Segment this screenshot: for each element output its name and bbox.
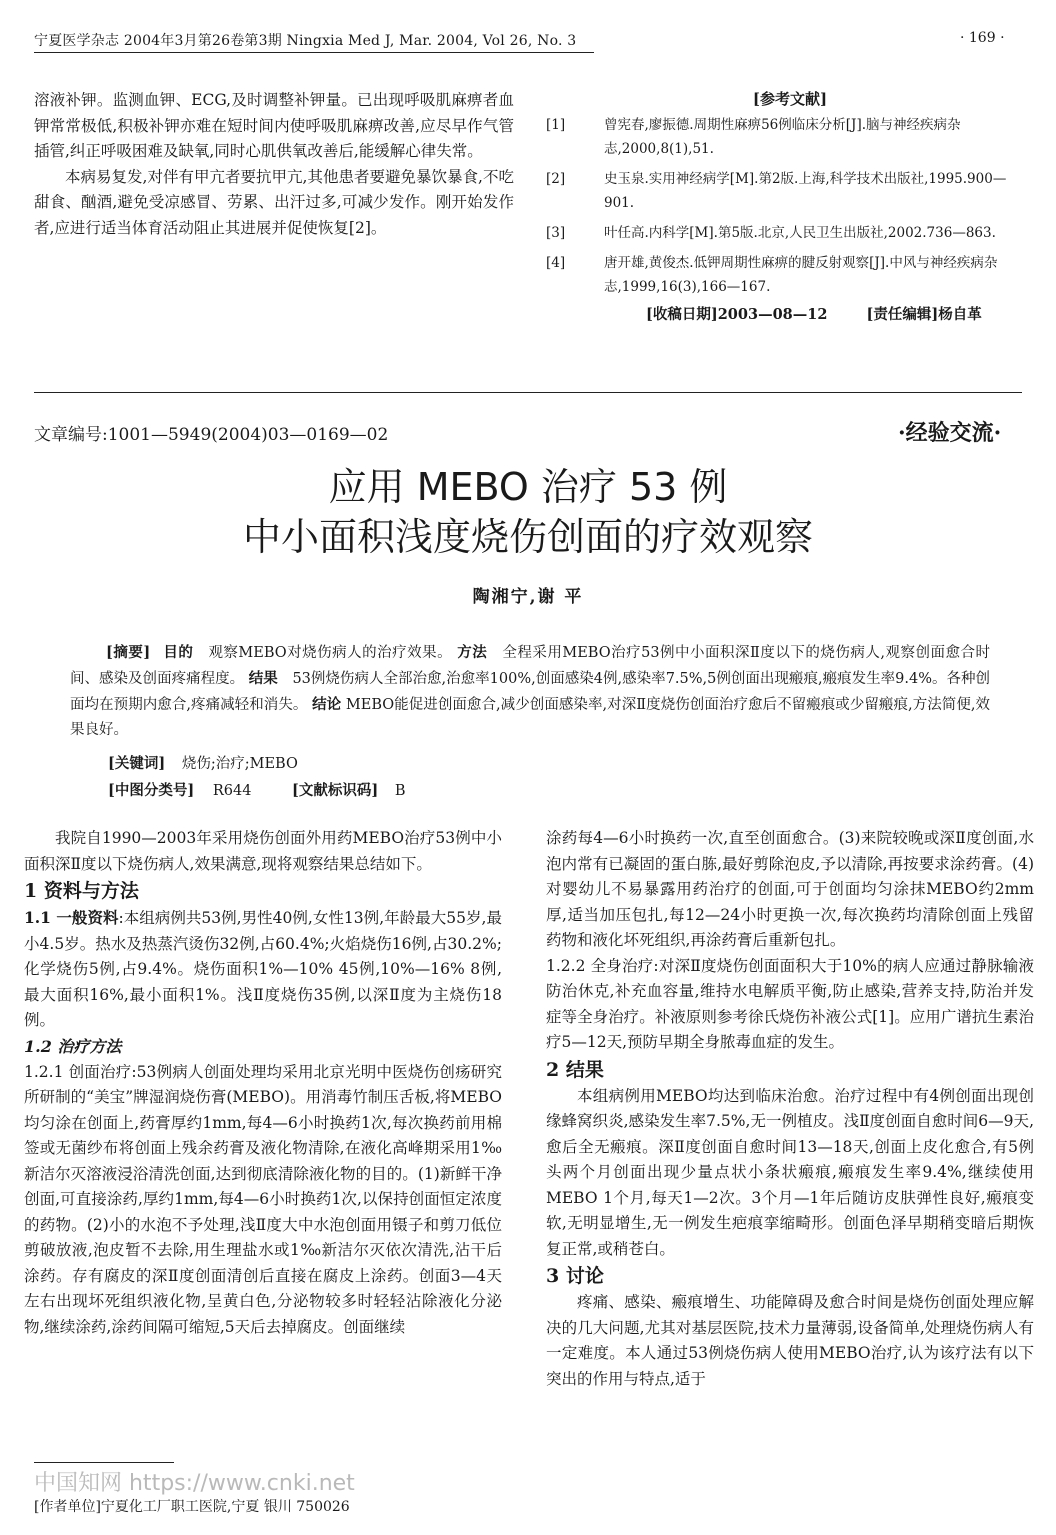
intro-paragraph: 我院自1990—2003年采用烧伤创面外用药MEBO治疗53例中小面积深Ⅱ度以下烧伤病人,效果满意,现将观察结果总结如下。 [24, 829, 502, 873]
reference-number: [2] [546, 171, 566, 187]
reference-item [546, 251, 1034, 299]
page-number: · 169 · [960, 30, 1005, 46]
reference-item [546, 221, 1034, 245]
prev-article-text [34, 88, 514, 241]
treatment-continued: 涂药每4—6小时换药一次,直至创面愈合。(3)来院较晚或深Ⅱ度创面,水泡内常有已凝固的蛋白胨,最好剪除泡皮,予以清除,再按要求涂药膏。(4)对婴幼儿不易暴露用药治疗的创面,可于创面均匀涂抹MEBO约2mm厚,适当加压包扎,每12—24小时更换一次,每次换药均清除创面上残留药物和液化坏死组织,再涂药膏后重新包扎。 [546, 829, 1034, 949]
article-separator [34, 392, 1022, 393]
abstract-method: 全程采用MEBO治疗53例中小面积深Ⅱ度以下的烧伤病人,观察创面愈合时间、感染及创面疼痛程度。 [70, 645, 990, 687]
doc-code-label: [文献标识码] [292, 782, 379, 799]
article-title-line-1: 应用 MEBO 治疗 53 例 [328, 465, 728, 509]
reference-item [546, 113, 1034, 161]
clc-label: [中图分类号] [108, 782, 195, 799]
prev-paragraph-2: 本病易复发,对伴有甲亢者要抗甲亢,其他患者要避免暴饮暴食,不吃甜食、酗酒,避免受凉感冒、劳累、出汗过多,可减少发作。刚开始发作者,应进行适当体育活动阻止其进展并促使恢复[2]。 [34, 167, 514, 237]
reference-text: 唐开雄,黄俊杰.低钾周期性麻痹的腱反射观察[J].中风与神经疾病杂志,1999,16(3),166—167. [604, 255, 998, 295]
references-block [546, 88, 1034, 324]
abstract-purpose: 观察MEBO对烧伤病人的治疗效果。 [208, 645, 453, 661]
section-heading-1: 1 资料与方法 [24, 880, 139, 902]
responsible-editor: [责任编辑]杨自革 [866, 306, 982, 323]
reference-number: [4] [546, 255, 566, 271]
clc-code: R644 [212, 783, 252, 799]
reference-number: [3] [546, 225, 566, 241]
references-title: [参考文献] [752, 90, 828, 108]
subsection-1-1-title: 1.1 一般资料 [24, 908, 119, 927]
subsection-heading-1-2: 1.2 治疗方法 [24, 1036, 122, 1056]
received-date: [收稿日期]2003—08—12 [646, 306, 828, 323]
abstract-result: 53例烧伤病人全部治愈,治愈率100%,创面感染4例,感染率7.5%,5例创面出现瘢痕,瘢痕发生率9.4%。各种创面均在预期内愈合,疼痛减轻和消失。 [70, 671, 991, 713]
article-title-line-2: 中小面积浅度烧伤创面的疗效观察 [242, 515, 813, 559]
prev-paragraph-1: 溶液补钾。监测血钾、ECG,及时调整补钾量。已出现呼吸肌麻痹者血钾常常极低,积极补钾亦难在短时间内使呼吸肌麻痹改善,应尽早作气管插管,纠正呼吸困难及缺氧,同时心肌供氧改善后,能缓解心律失常。 [34, 91, 514, 160]
section-tag: ·经验交流· [898, 420, 1002, 446]
doc-code: B [394, 783, 406, 799]
header-rule [34, 52, 594, 53]
discussion-paragraph: 疼痛、感染、瘢痕增生、功能障碍及愈合时间是烧伤创面处理应解决的几大问题,尤其对基层医院,技术力量薄弱,设备简单,处理烧伤病人有一定难度。本人通过53例烧伤病人使用MEBO治疗,认为该疗法有以下突出的作用与特点,适于 [546, 1293, 1034, 1388]
subsection-1-2-2: 1.2.2 全身治疗:对深Ⅱ度烧伤创面面积大于10%的病人应通过静脉输液防治休克,补充血容量,维持水电解质平衡,防止感染,营养支持,防治并发症等全身治疗。补液原则参考徐氏烧伤补液公式[1]。应用广谱抗生素治疗5—12天,预防早期全身脓毒血症的发生。 [546, 956, 1034, 1051]
journal-header: 宁夏医学杂志 2004年3月第26卷第3期 Ningxia Med J, Mar. 2004, Vol 26, No. 3 [34, 33, 577, 49]
reference-text: 曾宪春,廖振德.周期性麻痹56例临床分析[J].脑与神经疾病杂志,2000,8(1),51. [604, 117, 961, 157]
abstract-purpose-label: 目的 [163, 644, 194, 661]
body-right-column [546, 826, 1034, 1392]
keywords-label: [关键词] [108, 755, 166, 772]
abstract-label: [摘要] [106, 644, 151, 661]
results-paragraph: 本组病例用MEBO均达到临床治愈。治疗过程中有4例创面出现创缘蜂窝织炎,感染发生率7.5%,无一例植皮。浅Ⅱ度创面自愈时间6—9天,愈后全无瘢痕。深Ⅱ度创面自愈时间13—18天,创面上皮化愈合,有5例头两个月创面出现少量点状小条状瘢痕,瘢痕发生率9.4%,继续使用MEBO 1个月,每天1—2次。3个月—1年后随访皮肤弹性良好,瘢痕变软,无明显增生,无一例发生疤痕挛缩畸形。创面色泽早期稍变暗后期恢复正常,或稍苍白。 [546, 1086, 1034, 1258]
abstract-conclusion: MEBO能促进创面愈合,减少创面感染率,对深Ⅱ度烧伤创面治疗愈后不留瘢痕或少留瘢痕,方法简便,效果良好。 [70, 697, 991, 738]
received-editor-line [546, 303, 1034, 324]
authors: 陶湘宁,谢 平 [472, 587, 584, 607]
section-heading-3: 3 讨论 [546, 1265, 604, 1287]
reference-number: [1] [546, 117, 566, 133]
reference-text: 叶任高.内科学[M].第5版.北京,人民卫生出版社,2002.736—863. [604, 225, 996, 241]
section-heading-2: 2 结果 [546, 1058, 604, 1081]
cnki-watermark: 中国知网 https://www.cnki.net [34, 1471, 355, 1496]
abstract-method-label: 方法 [457, 644, 488, 661]
body-left-column [24, 826, 502, 1340]
abstract-result-label: 结果 [248, 670, 278, 687]
keywords-line [108, 752, 298, 773]
author-affiliation: [作者单位]宁夏化工厂职工医院,宁夏 银川 750026 [34, 1499, 350, 1515]
abstract [70, 640, 990, 743]
reference-item [546, 167, 1034, 215]
footnote-rule [34, 1462, 174, 1463]
reference-text: 史玉泉.实用神经病学[M].第2版.上海,科学技术出版社,1995.900—901. [604, 171, 1007, 211]
abstract-conclusion-label: 结论 [312, 696, 342, 713]
subsection-1-1 [24, 905, 502, 1034]
subsection-1-1-text: :本组病例共53例,男性40例,女性13例,年龄最大55岁,最小4.5岁。热水及热蒸汽烫伤32例,占60.4%;火焰烧伤16例,占30.2%;化学烧伤5例,占9.4%。烧伤面积1%—10% 45例,10%—16% 8例,最大面积16%,最小面积1%。浅Ⅱ度烧伤35例,以深Ⅱ度为主烧伤18例。 [24, 909, 502, 1029]
article-number: 文章编号:1001—5949(2004)03—0169—02 [34, 425, 389, 445]
classification-line [108, 779, 406, 800]
subsection-1-2-1: 1.2.1 创面治疗:53例病人创面处理均采用北京光明中医烧伤创疡研究所研制的“美宝”牌湿润烧伤膏(MEBO)。用消毒竹制压舌板,将MEBO均匀涂在创面上,药膏厚约1mm,每4—6小时换药1次,每次换药前用棉签或无菌纱布将创面上残余药膏及液化物清除,在液化高峰期采用1‰新洁尔灭溶液浸浴清洗创面,达到彻底清除液化物的目的。(1)新鲜干净创面,可直接涂药,厚约1mm,每4—6小时换药1次,以保持创面恒定浓度的药物。(2)小的水泡不予处理,浅Ⅱ度大中水泡创面用镊子和剪刀低位剪破放液,泡皮暂不去除,用生理盐水或1‰新洁尔灭依次清洗,沾干后涂药。存有腐皮的深Ⅱ度创面清创后直接在腐皮上涂药。创面3—4天左右出现坏死组织液化物,呈黄白色,分泌物较多时轻轻沾除液化分泌物,继续涂药,涂药间隔可缩短,5天后去掉腐皮。创面继续 [24, 1062, 502, 1336]
keywords: 烧伤;治疗;MEBO [181, 756, 298, 772]
